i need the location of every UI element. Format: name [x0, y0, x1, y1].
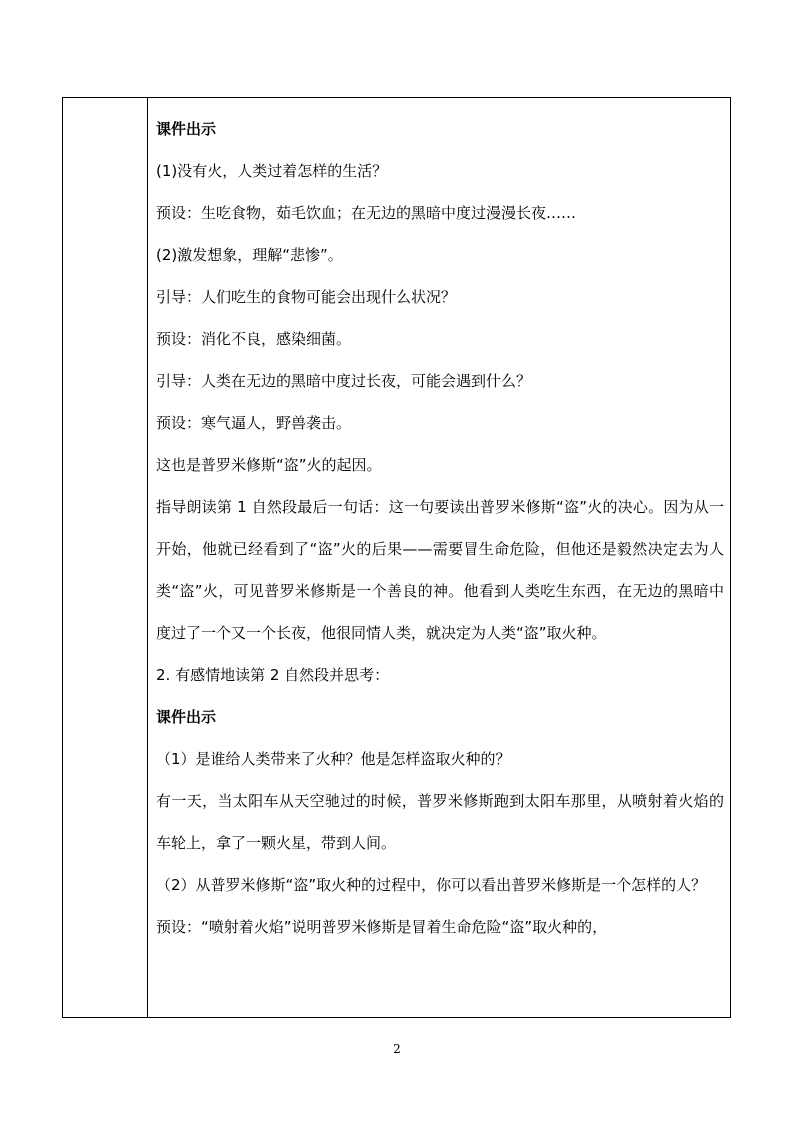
courseware-heading: 课件出示	[156, 120, 217, 138]
lesson-table	[62, 97, 731, 1018]
preset-1: 预设：生吃食物，茹毛饮血；在无边的黑暗中度过漫漫长夜……	[156, 204, 577, 222]
preset-4: 预设：“喷射着火焰”说明普罗米修斯是冒着生命危险“盗”取火种的，	[156, 918, 608, 936]
page-number: 2	[393, 1042, 401, 1056]
preset-2: 预设：消化不良，感染细菌。	[156, 330, 352, 348]
question-3: （1）是谁给人类带来了火种？他是怎样盗取火种的？	[156, 750, 511, 768]
lesson-content	[156, 108, 724, 948]
guide-1: 引导：人们吃生的食物可能会出现什么状况？	[156, 288, 457, 306]
preset-3: 预设：寒气逼人，野兽袭击。	[156, 414, 352, 432]
question-2: (2)激发想象，理解“悲惨”。	[156, 246, 343, 264]
reason-line: 这也是普罗米修斯“盗”火的起因。	[156, 456, 382, 474]
guide-2: 引导：人类在无边的黑暗中度过长夜，可能会遇到什么？	[156, 372, 532, 390]
answer-paragraph: 有一天，当太阳车从天空驰过的时候，普罗米修斯跑到太阳车那里，从喷射着火焰的车轮上，拿了一颗火星，带到人间。	[156, 792, 724, 852]
table-left-column	[63, 98, 148, 1017]
table-right-column	[148, 98, 730, 1017]
question-1: (1)没有火，人类过着怎样的生活？	[156, 162, 388, 180]
reading-guidance-paragraph: 指导朗读第 1 自然段最后一句话：这一句要读出普罗米修斯“盗”火的决心。因为从一开始，他就已经看到了“盗”火的后果——需要冒生命危险，但他还是毅然决定去为人类“盗”火，可见普罗米修斯是一个善良的神。他看到人类吃生东西，在无边的黑暗中度过了一个又一个长夜，他很同情人类，就决定为人类“盗”取火种。	[156, 498, 724, 642]
courseware-heading-2: 课件出示	[156, 708, 217, 726]
question-4: （2）从普罗米修斯“盗”取火种的过程中，你可以看出普罗米修斯是一个怎样的人？	[156, 876, 707, 894]
step-2-instruction: 2. 有感情地读第 2 自然段并思考：	[156, 666, 390, 684]
